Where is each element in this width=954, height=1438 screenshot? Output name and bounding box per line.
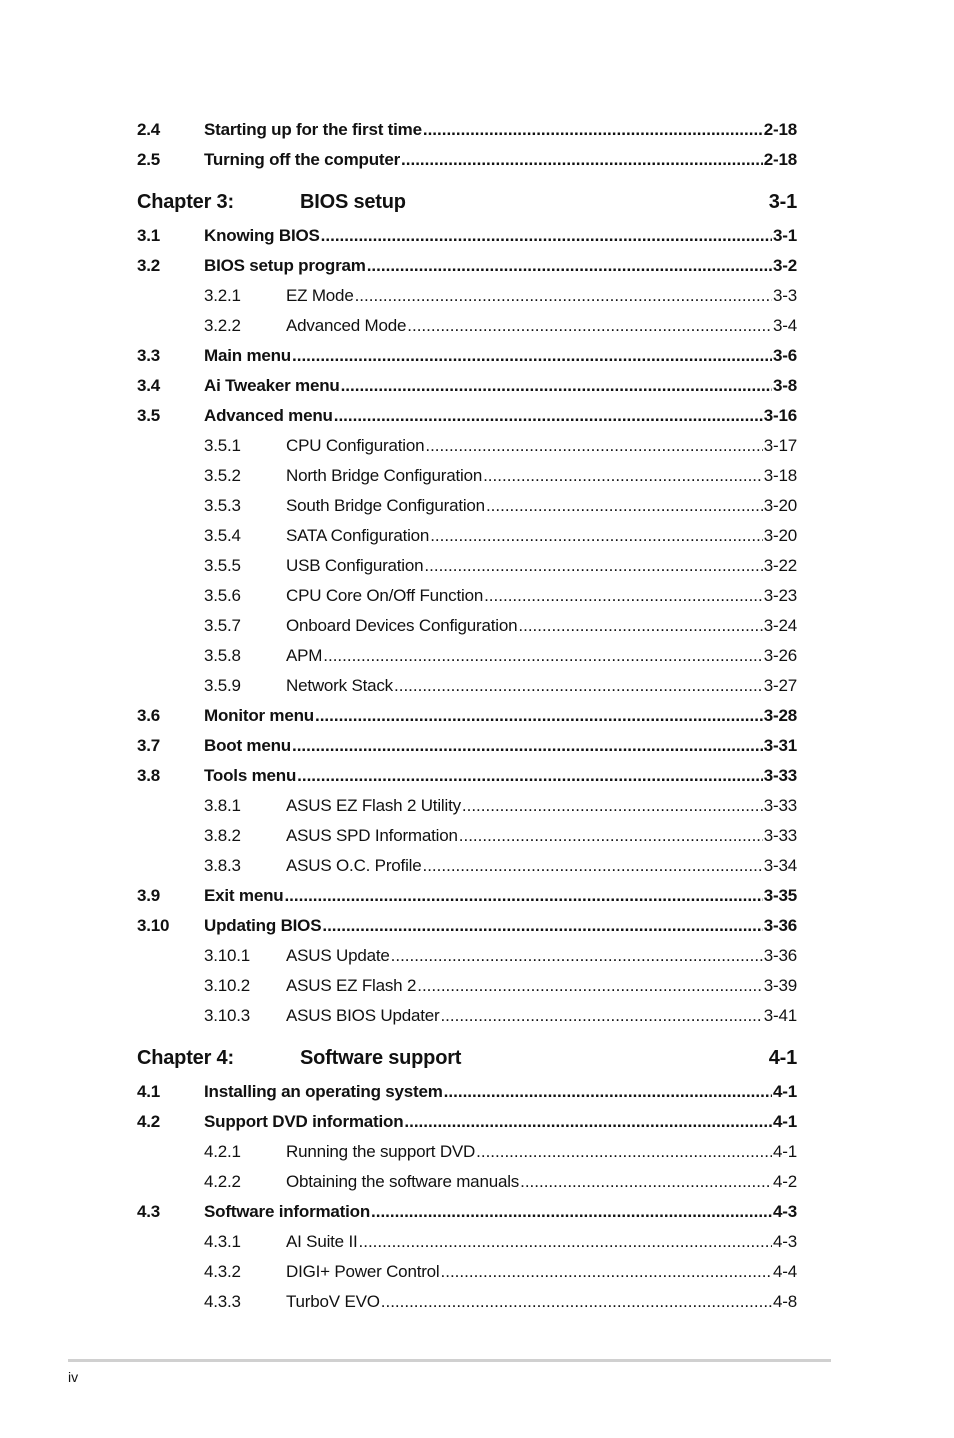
section-page: 2-18 <box>763 150 797 169</box>
dot-leader <box>518 616 762 636</box>
chapter-label: Chapter 4: <box>137 1047 234 1069</box>
section-title: Tools menu <box>204 766 297 785</box>
section-page: 3-26 <box>763 646 797 665</box>
section-page: 3-33 <box>763 796 797 815</box>
toc-section-entry[interactable] <box>137 761 797 791</box>
section-page: 3-36 <box>763 916 797 935</box>
section-number: 4.3 <box>137 1202 161 1221</box>
section-number: 3.5.4 <box>204 526 241 545</box>
dot-leader <box>321 226 772 246</box>
section-number: 3.10 <box>137 916 170 935</box>
section-title: Updating BIOS <box>204 916 322 935</box>
toc-subsection-entry[interactable] <box>137 281 797 311</box>
section-title: Software information <box>204 1202 371 1221</box>
dot-leader <box>423 120 763 140</box>
section-title: Monitor menu <box>204 706 314 725</box>
dot-leader <box>441 1262 773 1282</box>
toc-section-entry[interactable] <box>137 145 797 175</box>
toc-section-entry[interactable] <box>137 251 797 281</box>
section-page: 3-20 <box>763 526 797 545</box>
section-title: APM <box>286 646 323 665</box>
toc-subsection-entry[interactable] <box>137 431 797 461</box>
toc-subsection-entry[interactable] <box>137 941 797 971</box>
dot-leader <box>476 1142 772 1162</box>
section-page: 3-24 <box>763 616 797 635</box>
section-number: 3.5.8 <box>204 646 241 665</box>
section-title: EZ Mode <box>286 286 354 305</box>
toc-section-entry[interactable] <box>137 221 797 251</box>
section-title: Ai Tweaker menu <box>204 376 340 395</box>
section-title: ASUS EZ Flash 2 Utility <box>286 796 461 815</box>
toc-subsection-entry[interactable] <box>137 551 797 581</box>
section-title: CPU Configuration <box>286 436 425 455</box>
section-page: 3-23 <box>763 586 797 605</box>
section-number: 4.3.1 <box>204 1232 241 1251</box>
dot-leader <box>484 586 763 606</box>
dot-leader <box>391 946 763 966</box>
section-number: 3.5 <box>137 406 161 425</box>
section-title: North Bridge Configuration <box>286 466 483 485</box>
section-page: 3-16 <box>763 406 797 425</box>
section-number: 3.8.3 <box>204 856 241 875</box>
toc-subsection-entry[interactable] <box>137 461 797 491</box>
toc-subsection-entry[interactable] <box>137 971 797 1001</box>
section-page: 4-3 <box>773 1202 797 1221</box>
toc-subsection-entry[interactable] <box>137 1137 797 1167</box>
section-title: ASUS O.C. Profile <box>286 856 422 875</box>
section-title: AI Suite II <box>286 1232 358 1251</box>
dot-leader <box>292 346 772 366</box>
dot-leader <box>284 886 762 906</box>
footer-divider <box>68 1359 831 1362</box>
section-page: 4-1 <box>773 1112 797 1131</box>
chapter-heading[interactable] <box>137 191 797 221</box>
section-title: Advanced menu <box>204 406 333 425</box>
section-number: 4.3.3 <box>204 1292 241 1311</box>
section-title: South Bridge Configuration <box>286 496 485 515</box>
dot-leader <box>407 316 772 336</box>
section-number: 3.3 <box>137 346 161 365</box>
dot-leader <box>394 676 763 696</box>
section-number: 3.7 <box>137 736 161 755</box>
section-number: 3.5.2 <box>204 466 241 485</box>
section-number: 3.8 <box>137 766 161 785</box>
toc-section-entry[interactable] <box>137 401 797 431</box>
section-page: 3-20 <box>763 496 797 515</box>
dot-leader <box>459 826 763 846</box>
dot-leader <box>323 646 763 666</box>
dot-leader <box>292 736 763 756</box>
section-number: 3.5.1 <box>204 436 241 455</box>
section-number: 2.5 <box>137 150 161 169</box>
toc-subsection-entry[interactable] <box>137 851 797 881</box>
section-title: Knowing BIOS <box>204 226 320 245</box>
toc-section-entry[interactable] <box>137 881 797 911</box>
section-title: TurboV EVO <box>286 1292 380 1311</box>
dot-leader <box>371 1202 772 1222</box>
section-number: 3.10.1 <box>204 946 251 965</box>
section-page: 3-39 <box>763 976 797 995</box>
section-page: 3-8 <box>773 376 797 395</box>
section-page: 3-6 <box>773 346 797 365</box>
toc-subsection-entry[interactable] <box>137 611 797 641</box>
dot-leader <box>483 466 763 486</box>
section-number: 3.5.3 <box>204 496 241 515</box>
section-title: Exit menu <box>204 886 284 905</box>
dot-leader <box>359 1232 773 1252</box>
dot-leader <box>334 406 763 426</box>
chapter-heading[interactable] <box>137 1047 797 1077</box>
toc-subsection-entry[interactable] <box>137 311 797 341</box>
section-number: 4.2.2 <box>204 1172 241 1191</box>
chapter-title: BIOS setup <box>300 191 406 213</box>
section-title: SATA Configuration <box>286 526 430 545</box>
section-number: 3.2.2 <box>204 316 241 335</box>
section-title: BIOS setup program <box>204 256 366 275</box>
section-title: Turning off the computer <box>204 150 401 169</box>
page-number: iv <box>68 1369 79 1385</box>
section-number: 4.3.2 <box>204 1262 241 1281</box>
section-page: 3-34 <box>763 856 797 875</box>
section-number: 3.1 <box>137 226 161 245</box>
toc-section-entry[interactable] <box>137 1107 797 1137</box>
section-title: Advanced Mode <box>286 316 407 335</box>
section-title: Support DVD information <box>204 1112 404 1131</box>
chapter-page: 4-1 <box>768 1047 797 1069</box>
toc-section-entry[interactable] <box>137 1197 797 1227</box>
dot-leader <box>425 436 762 456</box>
toc-section-entry[interactable] <box>137 701 797 731</box>
section-title: Installing an operating system <box>204 1082 443 1101</box>
section-page: 4-1 <box>773 1082 797 1101</box>
toc-subsection-entry[interactable] <box>137 671 797 701</box>
toc-subsection-entry[interactable] <box>137 1287 797 1317</box>
chapter-label: Chapter 3: <box>137 191 234 213</box>
toc-section-entry[interactable] <box>137 341 797 371</box>
dot-leader <box>520 1172 772 1192</box>
section-page: 4-3 <box>773 1232 797 1251</box>
dot-leader <box>341 376 772 396</box>
section-page: 3-33 <box>763 826 797 845</box>
dot-leader <box>315 706 763 726</box>
toc-section-entry[interactable] <box>137 115 797 145</box>
section-page: 3-28 <box>763 706 797 725</box>
dot-leader <box>417 976 763 996</box>
section-number: 2.4 <box>137 120 161 139</box>
dot-leader <box>401 150 763 170</box>
section-page: 4-8 <box>773 1292 797 1311</box>
toc-section-entry[interactable] <box>137 731 797 761</box>
dot-leader <box>462 796 763 816</box>
toc-subsection-entry[interactable] <box>137 1167 797 1197</box>
toc-subsection-entry[interactable] <box>137 521 797 551</box>
dot-leader <box>322 916 762 936</box>
section-number: 3.10.3 <box>204 1006 251 1025</box>
section-title: ASUS Update <box>286 946 390 965</box>
dot-leader <box>444 1082 772 1102</box>
dot-leader <box>424 556 762 576</box>
section-page: 3-18 <box>763 466 797 485</box>
section-title: CPU Core On/Off Function <box>286 586 484 605</box>
section-page: 3-36 <box>763 946 797 965</box>
section-title: Main menu <box>204 346 291 365</box>
section-number: 3.2 <box>137 256 161 275</box>
section-page: 3-3 <box>773 286 797 305</box>
section-title: ASUS BIOS Updater <box>286 1006 440 1025</box>
section-number: 3.8.1 <box>204 796 241 815</box>
section-title: Onboard Devices Configuration <box>286 616 518 635</box>
section-title: ASUS EZ Flash 2 <box>286 976 417 995</box>
section-page: 4-4 <box>773 1262 797 1281</box>
section-title: Starting up for the first time <box>204 120 422 139</box>
toc-subsection-entry[interactable] <box>137 1257 797 1287</box>
section-page: 3-17 <box>763 436 797 455</box>
dot-leader <box>381 1292 772 1312</box>
section-page: 3-1 <box>773 226 797 245</box>
section-number: 3.2.1 <box>204 286 241 305</box>
section-title: DIGI+ Power Control <box>286 1262 440 1281</box>
section-page: 3-22 <box>763 556 797 575</box>
section-number: 3.5.7 <box>204 616 241 635</box>
section-number: 3.6 <box>137 706 161 725</box>
dot-leader <box>430 526 763 546</box>
dot-leader <box>486 496 763 516</box>
dot-leader <box>297 766 763 786</box>
toc-subsection-entry[interactable] <box>137 791 797 821</box>
dot-leader <box>355 286 772 306</box>
section-number: 3.5.6 <box>204 586 241 605</box>
toc-subsection-entry[interactable] <box>137 641 797 671</box>
section-number: 3.5.9 <box>204 676 241 695</box>
toc-subsection-entry[interactable] <box>137 1227 797 1257</box>
section-page: 2-18 <box>763 120 797 139</box>
section-number: 3.5.5 <box>204 556 241 575</box>
section-number: 3.4 <box>137 376 161 395</box>
table-of-contents <box>137 115 797 1317</box>
section-page: 3-41 <box>763 1006 797 1025</box>
section-page: 3-33 <box>763 766 797 785</box>
toc-section-entry[interactable] <box>137 1077 797 1107</box>
section-title: Boot menu <box>204 736 291 755</box>
chapter-title: Software support <box>300 1047 462 1069</box>
section-number: 4.2 <box>137 1112 161 1131</box>
section-number: 3.10.2 <box>204 976 251 995</box>
section-number: 4.1 <box>137 1082 161 1101</box>
section-page: 3-35 <box>763 886 797 905</box>
toc-subsection-entry[interactable] <box>137 821 797 851</box>
section-number: 3.8.2 <box>204 826 241 845</box>
section-page: 3-31 <box>763 736 797 755</box>
section-title: USB Configuration <box>286 556 424 575</box>
section-title: Obtaining the software manuals <box>286 1172 520 1191</box>
section-number: 3.9 <box>137 886 161 905</box>
section-title: Network Stack <box>286 676 393 695</box>
toc-subsection-entry[interactable] <box>137 581 797 611</box>
section-page: 4-2 <box>773 1172 797 1191</box>
dot-leader <box>367 256 772 276</box>
chapter-page: 3-1 <box>768 191 797 213</box>
section-page: 3-27 <box>763 676 797 695</box>
section-title: Running the support DVD <box>286 1142 476 1161</box>
section-page: 4-1 <box>773 1142 797 1161</box>
dot-leader <box>440 1006 762 1026</box>
toc-section-entry[interactable] <box>137 371 797 401</box>
toc-subsection-entry[interactable] <box>137 1001 797 1031</box>
dot-leader <box>422 856 762 876</box>
section-title: ASUS SPD Information <box>286 826 458 845</box>
section-page: 3-4 <box>773 316 797 335</box>
dot-leader <box>404 1112 772 1132</box>
toc-subsection-entry[interactable] <box>137 491 797 521</box>
toc-section-entry[interactable] <box>137 911 797 941</box>
section-page: 3-2 <box>773 256 797 275</box>
section-number: 4.2.1 <box>204 1142 241 1161</box>
